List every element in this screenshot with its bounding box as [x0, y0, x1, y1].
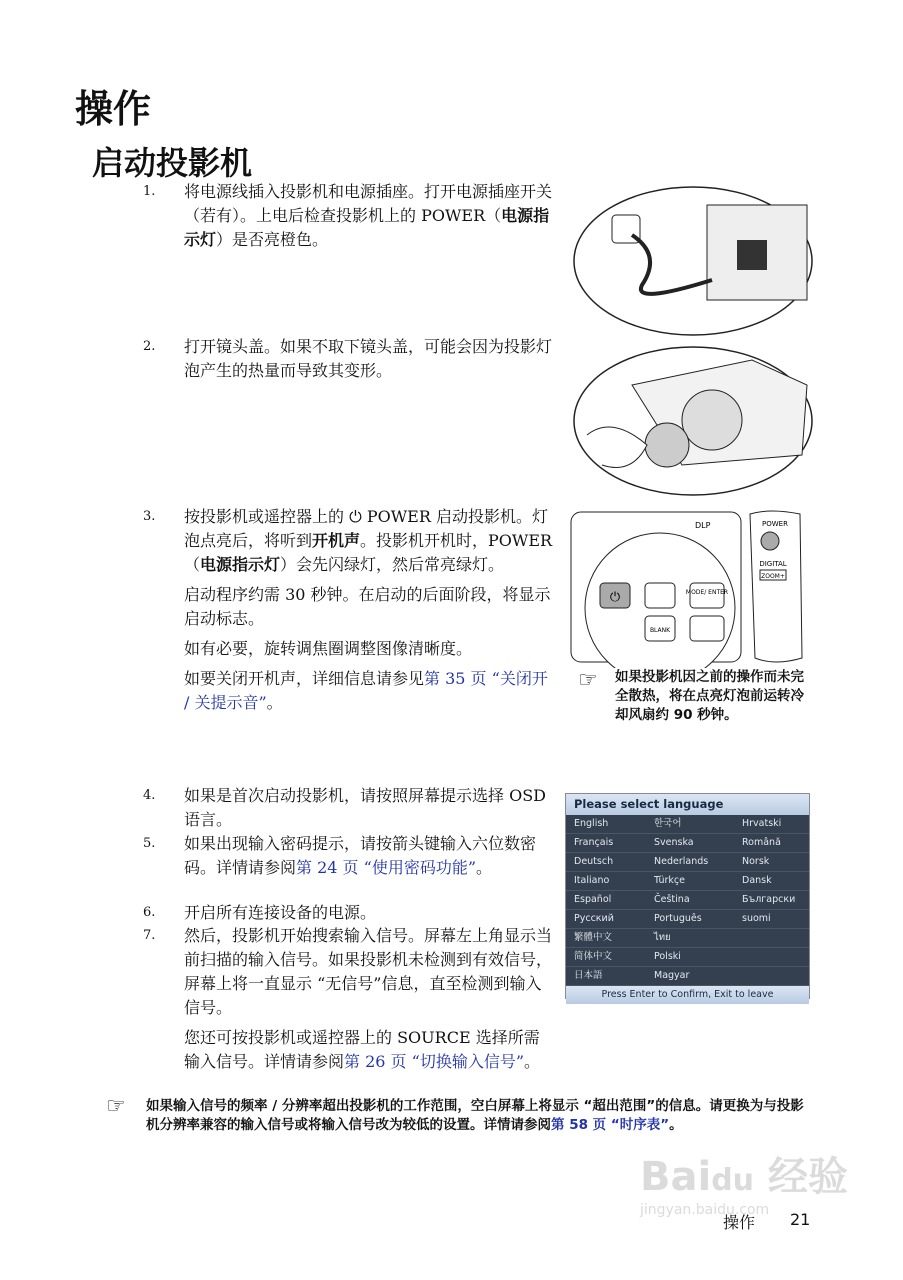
section-title: 启动投影机 [92, 144, 253, 182]
power-button-illustration [570, 508, 814, 668]
footer-page-number: 21 [790, 1210, 811, 1229]
language-option[interactable]: Português [654, 913, 702, 924]
power-cord-illustration [572, 185, 814, 337]
step-2: 2. 打开镜头盖。如果不取下镜头盖，可能会因为投影灯泡产生的热量而导致其变形。 [143, 337, 553, 380]
language-option[interactable]: Polski [654, 951, 681, 962]
language-option[interactable]: Français [574, 837, 614, 848]
svg-text:DIGITAL: DIGITAL [759, 560, 787, 568]
language-option[interactable]: Română [742, 837, 781, 848]
language-row [566, 891, 809, 910]
step-6: 6. 开启所有连接设备的电源。 [143, 903, 377, 922]
language-option[interactable]: Magyar [654, 970, 690, 981]
footer-section: 操作 [723, 1213, 756, 1232]
link-page-26[interactable]: 第 26 页 “切换输入信号” [344, 1052, 524, 1071]
language-option[interactable] [734, 929, 742, 947]
language-option[interactable]: Nederlands [654, 856, 709, 867]
pointing-hand-icon: ☞ [106, 1094, 126, 1119]
link-page-58[interactable]: 第 58 页 “时序表” [551, 1117, 670, 1133]
language-row [566, 815, 809, 834]
language-option[interactable]: Italiano [574, 875, 610, 886]
svg-text:POWER: POWER [762, 520, 788, 528]
language-option[interactable]: Български [742, 894, 796, 905]
language-option[interactable]: Deutsch [574, 856, 614, 867]
language-option[interactable]: 한국어 [654, 818, 682, 829]
link-page-35[interactable]: 第 35 页 “关闭开 / 关提示音” [184, 669, 548, 712]
language-option[interactable]: Dansk [742, 875, 772, 886]
step-3: 3. 按投影机或遥控器上的 ⏻ POWER 启动投影机。灯泡点亮后，将听到开机声。投影机开机时，POWER（电源指示灯）会先闪绿灯，然后常亮绿灯。 启动程序约需 30 秒钟。在启动的后面阶段，将显示启动标志。 如有必要，旋转调焦圈调整图像清晰度。 如要关闭开机声，详细信息请参见第 35 页 “关闭开 / 关提示音”。 [143, 507, 553, 712]
language-option[interactable]: English [574, 818, 609, 829]
language-row [566, 967, 809, 986]
svg-text:BLANK: BLANK [649, 627, 671, 634]
page-title: 操作 [75, 87, 152, 131]
language-option[interactable]: Čeština [654, 894, 690, 905]
language-option[interactable] [734, 948, 742, 966]
language-option[interactable]: Norsk [742, 856, 770, 867]
watermark-logo: Baidu 经验 jingyan.baidu.com [640, 1154, 848, 1218]
step-5: 5. 如果出现输入密码提示，请按箭头键输入六位数密码。详情请参阅第 24 页 “使用密码功能”。 [143, 834, 537, 877]
language-row [566, 853, 809, 872]
language-option[interactable]: Русский [574, 913, 614, 924]
language-menu-header: Please select language [566, 794, 809, 815]
language-option[interactable]: suomi [742, 913, 771, 924]
step-4: 4. 如果是首次启动投影机，请按照屏幕提示选择 OSD 语言。 [143, 786, 546, 829]
language-option[interactable]: Hrvatski [742, 818, 782, 829]
step-7: 7. 然后，投影机开始搜索输入信号。屏幕左上角显示当前扫描的输入信号。如果投影机未检测到有效信号，屏幕上将一直显示 “无信号”信息，直至检测到输入信号。 您还可按投影机或遥控器上的 SOURCE 选择所需输入信号。详情请参阅第 26 页 “切换输入信号”。 [143, 926, 553, 1071]
note-out-of-range: 如果输入信号的频率 / 分辨率超出投影机的工作范围，空白屏幕上将显示 “超出范围”的信息。请更换为与投影机分辨率兼容的输入信号或将输入信号改为较低的设置。详情请参阅第 58 页 “时序表”。 [146, 1098, 804, 1133]
note-cooling: 如果投影机因之前的操作而未完全散热，将在点亮灯泡前运转冷却风扇约 90 秒钟。 [615, 669, 804, 723]
svg-text:MODE/ ENTER: MODE/ ENTER [685, 589, 729, 596]
language-option[interactable]: Svenska [654, 837, 694, 848]
svg-text:⏻: ⏻ [609, 590, 621, 605]
language-option[interactable]: 日本語 [574, 970, 603, 981]
language-option[interactable]: 简体中文 [574, 951, 613, 962]
pointing-hand-icon: ☞ [578, 668, 598, 693]
language-row [566, 948, 809, 967]
language-row [566, 872, 809, 891]
language-row [566, 910, 809, 929]
svg-text:DLP: DLP [695, 521, 711, 530]
language-row [566, 929, 809, 948]
language-option[interactable]: Türkçe [654, 875, 685, 886]
language-row [566, 834, 809, 853]
step-1: 1. 将电源线插入投影机和电源插座。打开电源插座开关（若有）。上电后检查投影机上的 POWER（电源指示灯）是否亮橙色。 [143, 182, 553, 249]
lens-cap-illustration [572, 345, 814, 497]
link-page-24[interactable]: 第 24 页 “使用密码功能” [296, 858, 476, 877]
language-menu [565, 793, 810, 999]
language-menu-footer: Press Enter to Confirm, Exit to leave [566, 986, 809, 1004]
language-option[interactable] [734, 967, 742, 985]
language-option[interactable]: ไทย [654, 932, 671, 943]
svg-text:ZOOM+: ZOOM+ [761, 573, 785, 580]
language-option[interactable]: Español [574, 894, 612, 905]
language-option[interactable]: 繁體中文 [574, 932, 613, 943]
